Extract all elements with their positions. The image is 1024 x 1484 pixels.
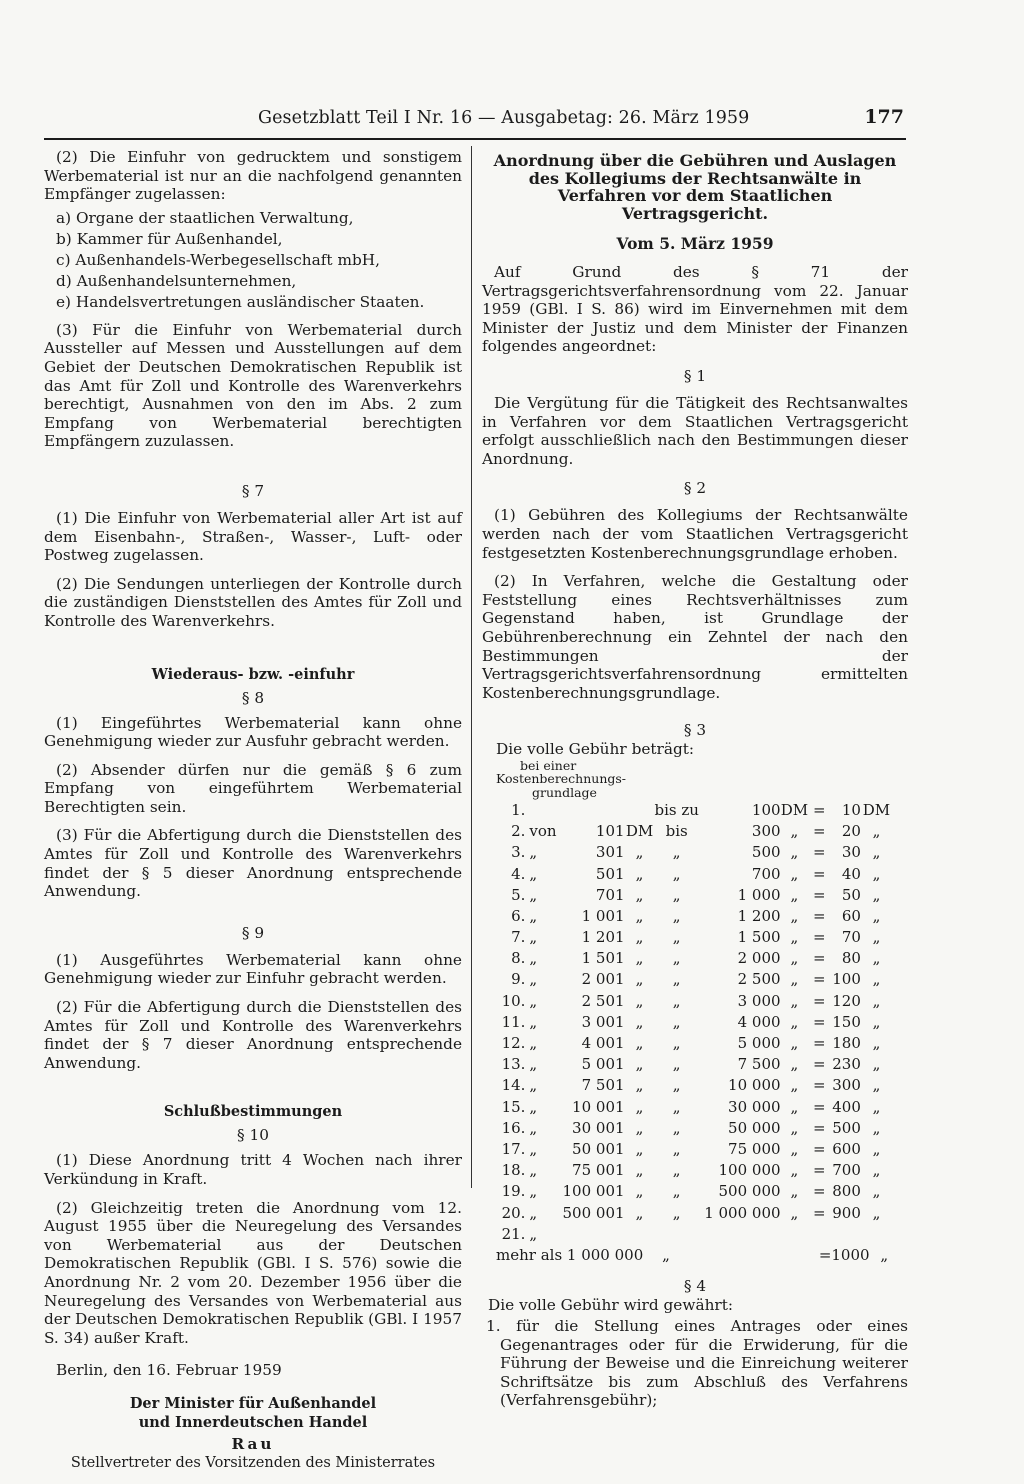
fee-cell-dm3: „ [872,1097,881,1116]
ordinance-title: Anordnung über die Gebühren und Auslagen des Kollegiums der Rechtsanwälte in Verfahren vor dem Staatlichen Vertragsgericht. [493,151,897,223]
fee-cell-dm1: „ [635,1161,644,1180]
fee-cell-eq: = [813,885,826,904]
fee-cell-from: 4 001 [581,1034,625,1053]
fee-cell-von: von [529,822,557,841]
fee-cell-no: 14. [501,1076,526,1095]
fee-cell-fee: 20 [841,822,861,841]
fee-cell-von: „ [529,1055,538,1074]
paragraph: Die volle Gebühr wird gewährt: [488,1296,734,1315]
subheading: Schlußbestimmungen [163,1103,343,1121]
fee-cell-to: 2 000 [737,949,781,968]
fee-cell-fee: 120 [832,991,861,1010]
page-number: 177 [864,106,904,128]
paragraph: (1) Diese Anordnung tritt 4 Wochen nach ihrer Verkündung in Kraft. [44,1151,462,1188]
section-title: § 10 [237,1126,269,1145]
place-date: Berlin, den 16. Februar 1959 [56,1361,282,1380]
fee-cell-fee: 600 [832,1139,861,1158]
fee-cell-from: 1 501 [581,949,625,968]
fee-cell-from: 75 001 [572,1161,625,1180]
fee-cell-von: „ [529,843,538,862]
fee-cell-no: 17. [501,1139,526,1158]
fee-cell-to: 1 000 [737,885,781,904]
fee-cell-dm2: „ [790,885,799,904]
fee-cell-no: 11. [501,1012,526,1031]
fee-cell-bis: „ [672,1034,681,1053]
fee-cell-dm2: „ [790,843,799,862]
table-row [496,1054,892,1075]
fee-cell-to: 4 000 [737,1012,781,1031]
fee-cell-eq: = [813,1076,826,1095]
fee-cell-eq: = [813,800,826,819]
fee-cell-no: 6. [511,906,526,925]
fee-cell-dm1: „ [635,1139,644,1158]
paragraph: (2) Für die Abfertigung durch die Dienststellen des Amtes für Zoll und Kontrolle des Warenverkehrs findet der § 7 dieser Anordnung entsprechende Anwendung. [44,998,462,1072]
fee-cell-bis: bis zu [654,800,699,819]
column-divider [471,146,472,1188]
fee-cell-dm1: „ [635,864,644,883]
fee-cell-to: 10 000 [728,1076,781,1095]
fee-cell-eq: = [813,822,826,841]
fee-cell-no: 9. [511,970,526,989]
fee-cell-eq: = [813,1139,826,1158]
fee-cell-to: 30 000 [728,1097,781,1116]
fee-cell-eq: = [813,928,826,947]
fee-cell-to: 300 [751,822,781,841]
fee-cell-dm3: „ [872,1139,881,1158]
signature-name: Rau [231,1434,275,1453]
table-row [496,884,892,905]
fee-cell-no: 7. [511,928,526,947]
fee-caption: bei einer [520,757,577,773]
table-row [496,1160,892,1181]
right-column [482,148,908,1410]
paragraph: 1. für die Stellung eines Antrages oder eines Gegenantrages oder für die Erwiderung, für die Führung der Beweise und die Einreichung weiterer Schriftsätze bis zum Abschluß des Verfahrens (Verfahrensgebühr); [486,1316,908,1410]
paragraph: (1) Ausgeführtes Werbematerial kann ohne Genehmigung wieder zur Einfuhr gebracht werden. [44,950,462,988]
fee-cell-fee: 70 [841,928,861,947]
fee-cell-fee: 10 [841,800,861,819]
fee-cell-bis: „ [672,928,681,947]
fee-cell-dm3: „ [872,1203,881,1222]
fee-cell-to: 7 500 [737,1055,781,1074]
fee-cell-no: 12. [501,1034,526,1053]
fee-cell-dm3: „ [872,1161,881,1180]
fee-cell-bis: „ [672,885,681,904]
fee-caption: Kostenberechnungs- [496,771,627,787]
paragraph: (1) Die Einfuhr von Werbematerial aller Art ist auf dem Eisenbahn-, Straßen-, Wasser-, Luft- oder Postweg zugelassen. [44,508,462,565]
table-row [496,842,892,863]
fee-cell-dm1: „ [635,885,644,904]
section-title: § 8 [241,688,265,707]
fee-cell-no: 18. [501,1161,526,1180]
table-row [496,1011,892,1032]
fee-cell-eq: = [813,1012,826,1031]
fee-cell-fee [830,1223,860,1244]
fee-cell-from: 1 001 [581,906,625,925]
fee-cell-dm3: „ [872,991,881,1010]
fee-cell-eq: = [813,1161,826,1180]
fee-cell-von [529,799,558,820]
table-row [496,1096,892,1117]
fee-cell-dm2: „ [790,1097,799,1116]
fee-cell-bis: „ [672,1118,681,1137]
fee-cell-bis [654,1223,698,1244]
fee-cell-dm3 [861,1223,892,1244]
section-title: § 9 [241,923,265,942]
fee-cell-bis: bis [665,822,688,841]
paragraph: (1) Eingeführtes Werbematerial kann ohne Genehmigung wieder zur Ausfuhr gebracht werden. [44,713,462,751]
table-row [496,1075,892,1096]
paragraph: (2) Absender dürfen nur die gemäß § 6 zum Empfang von eingeführtem Werbematerial Berechtigten sein. [44,760,462,816]
fee-cell-no: 16. [501,1118,526,1137]
fee-cell-no: 10. [501,991,526,1010]
fee-caption: grundlage [532,784,597,800]
fee-cell-to: 100 000 [718,1161,781,1180]
fee-cell-bis: „ [672,949,681,968]
fee-cell-dm2: „ [790,864,799,883]
fee-cell-to: 75 000 [728,1139,781,1158]
fee-cell-from: 1 201 [581,928,625,947]
table-row [496,1032,892,1053]
fee-cell-no: 5. [511,885,526,904]
fee-cell-dm3: „ [872,970,881,989]
fee-cell-dm2: „ [790,928,799,947]
fee-cell-dm2: „ [790,970,799,989]
fee-cell-to: 5 000 [737,1034,781,1053]
fee-cell-from [558,799,624,820]
fee-cell-von: „ [529,1139,538,1158]
list-item: e) Handelsvertretungen ausländischer Staaten. [56,292,425,311]
section-title: § 2 [683,479,707,498]
paragraph: Die Vergütung für die Tätigkeit des Rechtsanwaltes in Verfahren vor dem Staatlichen Vertragsgericht erfolgt ausschließlich nach den Bestimmungen dieser Anordnung. [482,393,908,468]
fee-cell-dm3: „ [872,1012,881,1031]
fee-cell-dm2: „ [790,822,799,841]
fee-cell-fee: 60 [841,906,861,925]
paragraph: (1) Gebühren des Kollegiums der Rechtsanwälte werden nach der vom Staatlichen Vertragsgericht festgesetzten Kostenberechnungsgrundlage erhoben. [482,506,908,562]
fee-cell-bis: „ [672,1203,681,1222]
fee-cell-from: 501 [595,864,625,883]
fee-cell-eq: = [813,1055,826,1074]
fee-cell-eq: = [813,864,826,883]
fee-cell-von: „ [529,885,538,904]
fee-cell-von: „ [529,1203,538,1222]
fee-cell-von: „ [529,1097,538,1116]
fee-cell-fee: 800 [832,1182,861,1201]
fee-cell-fee: 100 [832,970,861,989]
fee-cell-to: 50 000 [728,1118,781,1137]
table-row [496,969,892,990]
fee-cell-eq: = [813,906,826,925]
fee-cell-to: 1 500 [737,928,781,947]
paragraph: (2) Die Einfuhr von gedrucktem und sonstigem Werbematerial ist nur an die nachfolgend genannten Empfänger zugelassen: [44,148,462,204]
fee-cell-fee: 150 [832,1012,861,1031]
fee-cell-to: 2 500 [737,970,781,989]
table-row [496,1181,892,1202]
fee-cell-dm1 [625,799,655,820]
table-row [496,927,892,948]
section-title: § 1 [683,366,707,385]
fee-cell-to: 500 [751,843,781,862]
fee-cell-fee: 500 [832,1118,861,1137]
fee-cell-no: 19. [501,1182,526,1201]
fee-intro: Die volle Gebühr beträgt: [496,740,695,759]
fee-cell-bis: „ [672,906,681,925]
fee-cell-bis: „ [672,1139,681,1158]
fee-table [496,799,892,1244]
fee-cell-from [558,1223,624,1244]
fee-last-mark: „ [662,1246,670,1265]
fee-cell-from: 500 001 [562,1203,625,1222]
fee-cell-dm2: „ [790,1161,799,1180]
fee-cell-dm1: „ [635,1055,644,1074]
fee-cell-fee: 700 [832,1161,861,1180]
fee-cell-von: „ [529,1161,538,1180]
fee-cell-bis: „ [672,843,681,862]
fee-cell-dm1: „ [635,970,644,989]
section-title: § 3 [683,721,707,740]
paragraph: (2) Gleichzeitig treten die Anordnung vom 12. August 1955 über die Neuregelung des Versandes von Werbematerial aus der Deutschen Demokratischen Republik (GBl. I S. 576) sowie die Anordnung Nr. 2 vom 20. Dezember 1956 über die Neuregelung des Versandes von Werbematerial aus der Deutschen Demokratischen Republik (GBl. I 1957 S. 34) außer Kraft. [44,1198,462,1347]
fee-cell-fee: 80 [841,949,861,968]
fee-cell-dm2: „ [790,1203,799,1222]
table-row [496,1117,892,1138]
fee-cell-bis: „ [672,1182,681,1201]
fee-cell-dm3: „ [872,843,881,862]
fee-cell-dm1: „ [635,1012,644,1031]
fee-cell-no: 4. [511,864,526,883]
fee-cell-von: „ [529,949,538,968]
fee-cell-von: „ [529,906,538,925]
fee-cell-eq [808,1223,830,1244]
fee-cell-from: 5 001 [581,1055,625,1074]
fee-cell-eq: = [813,1203,826,1222]
fee-cell-fee: 30 [841,843,861,862]
fee-cell-dm3: „ [872,864,881,883]
fee-cell-no: 20. [501,1203,526,1222]
fee-last-unit: „ [880,1246,889,1265]
fee-cell-eq: = [813,843,826,862]
fee-cell-bis: „ [672,864,681,883]
fee-cell-to: 700 [751,864,781,883]
list-item: c) Außenhandels-Werbegesellschaft mbH, [56,250,380,269]
fee-cell-bis: „ [672,970,681,989]
table-row [496,821,892,842]
fee-last-row [496,1246,908,1264]
recipient-list [44,208,462,313]
fee-cell-bis: „ [672,991,681,1010]
fee-cell-dm3: „ [872,1076,881,1095]
fee-cell-dm1: DM [625,822,654,841]
fee-cell-dm2: „ [790,906,799,925]
fee-cell-dm3: „ [872,906,881,925]
fee-cell-dm2: „ [790,1076,799,1095]
fee-cell-eq: = [813,1034,826,1053]
paragraph: (2) Die Sendungen unterliegen der Kontrolle durch die zuständigen Dienststellen des Amtes für Zoll und Kontrolle des Warenverkehrs. [44,574,462,630]
signature-line: Der Minister für Außenhandel [129,1394,377,1412]
fee-cell-dm3: „ [872,1118,881,1137]
fee-cell-eq: = [813,1182,826,1201]
fee-cell-von: „ [529,928,538,947]
fee-cell-dm1: „ [635,949,644,968]
fee-cell-dm1 [625,1223,655,1244]
fee-cell-from: 30 001 [572,1118,625,1137]
paragraph: (3) Für die Abfertigung durch die Dienststellen des Amtes für Zoll und Kontrolle des Warenverkehrs findet der § 5 dieser Anordnung entsprechende Anwendung. [44,826,462,901]
fee-cell-bis: „ [672,1076,681,1095]
left-column [44,148,462,1472]
fee-cell-dm2: DM [780,800,809,819]
fee-cell-from: 100 001 [562,1182,625,1201]
fee-cell-eq: = [813,970,826,989]
table-row [496,1138,892,1159]
fee-cell-dm3: „ [872,949,881,968]
fee-cell-von: „ [529,1012,538,1031]
table-row [496,1223,892,1244]
fee-cell-to: 1 000 000 [704,1203,781,1222]
fee-cell-to: 1 200 [737,906,781,925]
fee-cell-no: 13. [501,1055,526,1074]
fee-cell-dm2: „ [790,1034,799,1053]
fee-cell-von: „ [529,970,538,989]
fee-cell-dm1: „ [635,1097,644,1116]
fee-cell-no: 15. [501,1097,526,1116]
fee-cell-from: 7 501 [581,1076,625,1095]
fee-cell-eq: = [813,1097,826,1116]
fee-cell-dm2: „ [790,1182,799,1201]
fee-last-value: =1000 [818,1246,870,1265]
fee-cell-from: 10 001 [572,1097,625,1116]
fee-cell-dm3: „ [872,885,881,904]
fee-cell-fee: 40 [841,864,861,883]
signature-block [44,1394,462,1472]
subheading: Wiederaus- bzw. -einfuhr [151,665,355,683]
fee-cell-from: 3 001 [581,1012,625,1031]
signature-role: Stellvertreter des Vorsitzenden des Ministerrates [70,1454,436,1471]
fee-cell-bis: „ [672,1161,681,1180]
fee-cell-von: „ [529,1034,538,1053]
fee-cell-fee: 180 [832,1034,861,1053]
fee-cell-dm2: „ [790,1012,799,1031]
page-header [44,108,906,140]
fee-cell-from: 301 [595,843,625,862]
fee-cell-dm1: „ [635,906,644,925]
fee-cell-bis: „ [672,1097,681,1116]
fee-cell-from: 50 001 [572,1139,625,1158]
table-row [496,863,892,884]
fee-cell-fee: 400 [832,1097,861,1116]
fee-cell-dm3: „ [872,1034,881,1053]
fee-cell-dm3: „ [872,1055,881,1074]
fee-cell-no: 21. [501,1224,526,1243]
fee-cell-fee: 50 [841,885,861,904]
list-item: a) Organe der staatlichen Verwaltung, [56,208,354,227]
paragraph: (3) Für die Einfuhr von Werbematerial durch Aussteller auf Messen und Ausstellungen auf dem Gebiet der Deutschen Demokratischen Republik ist das Amt für Zoll und Kontrolle des Warenverkehrs berechtigt, Ausnahmen von den im Abs. 2 zum Empfang von Werbematerial berechtigten Empfängern zuzulassen. [44,320,462,451]
fee-cell-dm3: „ [872,822,881,841]
fee-cell-von: „ [529,1118,538,1137]
fee-cell-from: 701 [595,885,625,904]
table-row [496,799,892,820]
fee-cell-dm1: „ [635,1203,644,1222]
fee-cell-dm1: „ [635,843,644,862]
header-title: Gesetzblatt Teil I Nr. 16 — Ausgabetag: 26. März 1959 [258,108,750,128]
fee-cell-bis: „ [672,1055,681,1074]
paragraph: (2) In Verfahren, welche die Gestaltung oder Feststellung eines Rechtsverhältnisses zum Gegenstand haben, ist Grundlage der Gebührenberechnung ein Zehntel der nach den Bestimmungen der Vertragsgerichtsverfahrensordnung ermittelten Kostenberechnungsgrundlage. [482,572,908,702]
fee-cell-no: 3. [511,843,526,862]
fee-cell-dm3: DM [862,800,891,819]
fee-cell-dm1: „ [635,1076,644,1095]
table-row [496,1202,892,1223]
fee-cell-dm1: „ [635,1118,644,1137]
paragraph: Auf Grund des § 71 der Vertragsgerichtsverfahrensordnung vom 22. Januar 1959 (GBl. I S. 86) wird im Einvernehmen mit dem Minister der Justiz und dem Minister der Finanzen folgendes angeordnet: [482,263,908,356]
fee-cell-dm1: „ [635,1182,644,1201]
fee-cell-dm3: „ [872,928,881,947]
fee-cell-von: „ [529,1224,538,1243]
fee-cell-eq: = [813,1118,826,1137]
fee-cell-dm1: „ [635,1034,644,1053]
table-row [496,948,892,969]
fee-cell-to: 3 000 [737,991,781,1010]
fee-cell-dm2: „ [790,1139,799,1158]
fee-cell-bis: „ [672,1012,681,1031]
fee-cell-no: 1. [511,800,526,819]
fee-cell-von: „ [529,991,538,1010]
fee-cell-to: 100 [751,800,781,819]
fee-last-label: mehr als 1 000 000 [496,1246,644,1265]
fee-cell-fee: 900 [832,1203,861,1222]
section-title: § 7 [241,481,265,500]
fee-cell-fee: 230 [832,1055,861,1074]
fee-cell-dm2: „ [790,949,799,968]
fee-cell-dm2: „ [790,1055,799,1074]
list-item: b) Kammer für Außenhandel, [56,229,283,248]
fee-cell-dm2: „ [790,1118,799,1137]
fee-cell-dm2 [781,1223,809,1244]
fee-cell-from: 101 [595,822,625,841]
fee-cell-from: 2 001 [581,970,625,989]
fee-cell-from: 2 501 [581,991,625,1010]
table-row [496,990,892,1011]
fee-cell-von: „ [529,1076,538,1095]
section-title: § 4 [683,1277,707,1296]
table-row [496,905,892,926]
fee-cell-dm2: „ [790,991,799,1010]
fee-cell-eq: = [813,991,826,1010]
fee-cell-to [699,1223,781,1244]
fee-cell-von: „ [529,864,538,883]
fee-cell-eq: = [813,949,826,968]
fee-cell-no: 8. [511,949,526,968]
list-item: d) Außenhandelsunternehmen, [56,271,297,290]
fee-cell-von: „ [529,1182,538,1201]
fee-cell-dm3: „ [872,1182,881,1201]
fee-cell-dm1: „ [635,928,644,947]
ordinance-date: Vom 5. März 1959 [616,234,774,253]
fee-cell-dm1: „ [635,991,644,1010]
fee-cell-to: 500 000 [718,1182,781,1201]
fee-cell-no: 2. [511,822,526,841]
signature-line: und Innerdeutschen Handel [138,1413,368,1431]
fee-cell-fee: 300 [832,1076,861,1095]
